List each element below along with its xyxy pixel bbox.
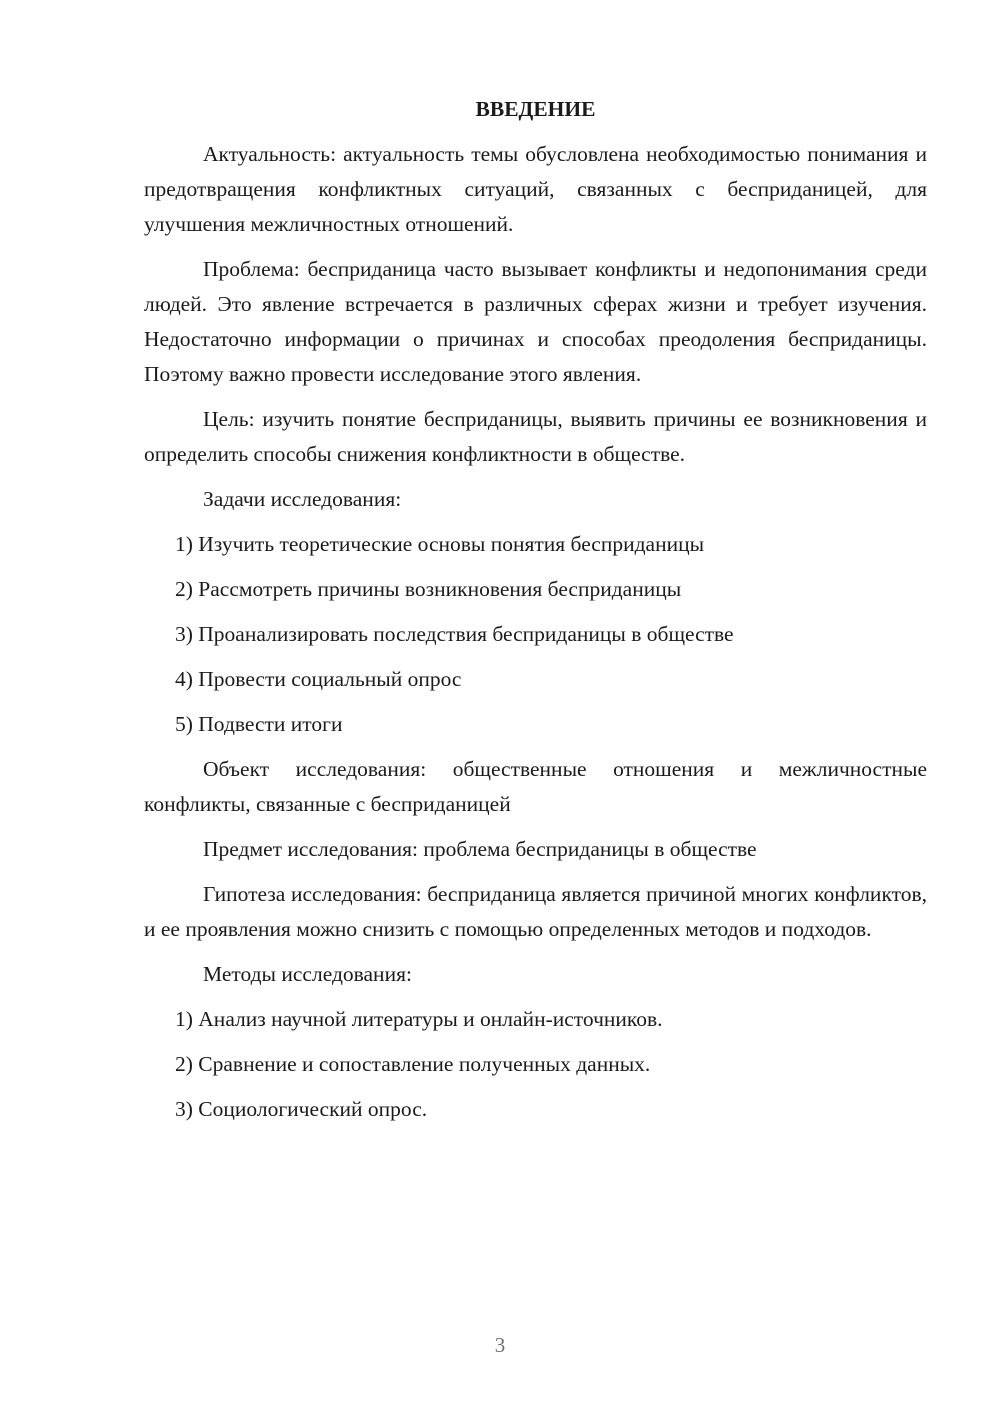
method-item: 3) Социологический опрос. [175, 1097, 428, 1121]
task-item: 4) Провести социальный опрос [175, 667, 462, 691]
paragraph-subject: Предмет исследования: проблема бесприданицы в обществе [203, 837, 757, 861]
page-number: 3 [494, 1333, 506, 1357]
paragraph-relevance: Актуальность: актуальность темы обусловлена необходимостью понимания и предотвращения конфликтных ситуаций, связанных с бесприданицей, для улучшения межличностных отношений. [144, 142, 927, 236]
method-item: 2) Сравнение и сопоставление полученных данных. [175, 1052, 651, 1076]
task-item: 1) Изучить теоретические основы понятия бесприданицы [175, 532, 705, 556]
paragraph-hypothesis: Гипотеза исследования: бесприданица является причиной многих конфликтов, и ее проявления можно снизить с помощью определенных методов и подходов. [144, 882, 927, 941]
task-item: 5) Подвести итоги [175, 712, 343, 736]
paragraph-object: Объект исследования: общественные отношения и межличностные конфликты, связанные с бесприданицей [144, 757, 927, 816]
task-item: 2) Рассмотреть причины возникновения бесприданицы [175, 577, 682, 601]
document-page [144, 92, 927, 1137]
paragraph-problem: Проблема: бесприданица часто вызывает конфликты и недопонимания среди людей. Это явление встречается в различных сферах жизни и требует изучения. Недостаточно информации о причинах и способах преодоления бесприданицы. Поэтому важно провести исследование этого явления. [144, 257, 927, 386]
paragraph-methods-heading: Методы исследования: [203, 962, 412, 986]
paragraph-tasks-heading: Задачи исследования: [203, 487, 402, 511]
method-item: 1) Анализ научной литературы и онлайн-источников. [175, 1007, 663, 1031]
paragraph-goal: Цель: изучить понятие бесприданицы, выявить причины ее возникновения и определить способы снижения конфликтности в обществе. [144, 407, 927, 466]
task-item: 3) Проанализировать последствия бесприданицы в обществе [175, 622, 734, 646]
section-title: ВВЕДЕНИЕ [475, 97, 596, 121]
